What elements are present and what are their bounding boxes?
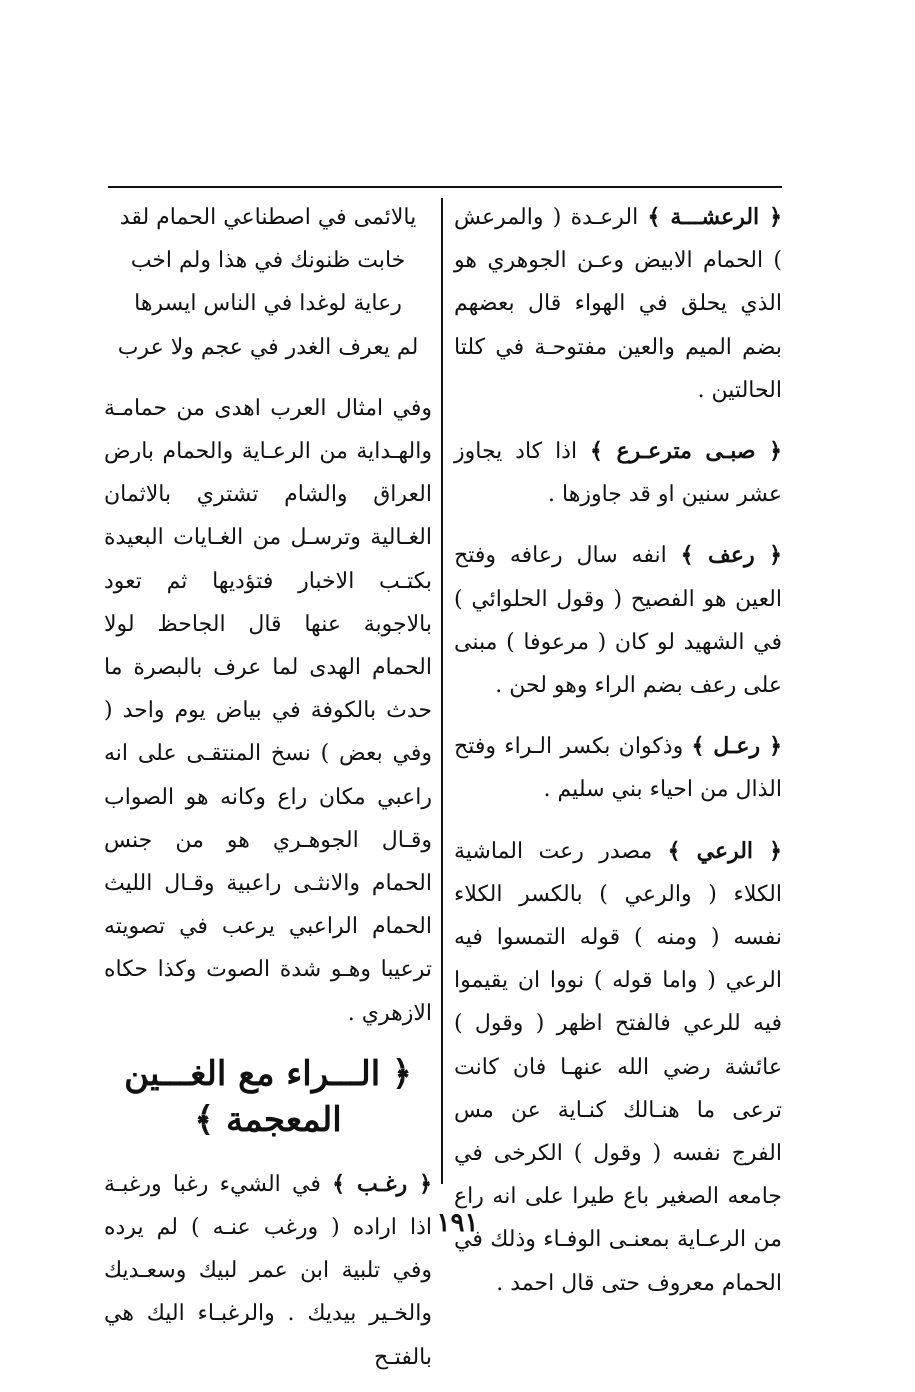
poem bbox=[104, 196, 432, 369]
dictionary-entry bbox=[454, 196, 782, 412]
column-divider bbox=[441, 198, 443, 1184]
poem-line: لم يعرف الغدر في عجم ولا عرب bbox=[117, 334, 419, 360]
entry-text: اذا كاد يجاوز عشر سنين او قد جاوزها . bbox=[454, 439, 782, 508]
entry-text: انفه سال رعافه وفتح العين هو الفصيح ( وقول الحلوائي ) في الشهيد لو كان ( مرعوفا ) مبنى على رعف بضم الراء وهو لحن . bbox=[454, 543, 782, 699]
entry-text: في الشيء رغبا ورغبـة اذا اراده ( ورغب عنـه ) لم يرده وفي تلبية ابن عمر لبيك وسعـديك والخـير بيديك . والرغبـاء اليك هي بالفتـح bbox=[104, 1171, 432, 1370]
poem-line: يالائمى في اصطناعي الحمام لقد bbox=[119, 205, 417, 230]
page-number: ١٩١ bbox=[436, 1208, 479, 1238]
section-heading: ﴿ الـــراء مع الغـــين المعجمة ﴾ bbox=[124, 1053, 412, 1140]
dictionary-entry bbox=[104, 1163, 432, 1379]
entry-text: وذكوان بكسر الـراء وفتح الذال من احياء بني سليم . bbox=[454, 734, 782, 803]
dictionary-entry bbox=[454, 534, 782, 707]
right-column bbox=[454, 196, 782, 1305]
dictionary-entry bbox=[454, 725, 782, 811]
top-rule bbox=[108, 186, 782, 188]
poem-line: خابت ظنونك في هذا ولم اخب bbox=[130, 248, 406, 274]
entry-headword: ﴿ رعف ﴾ bbox=[680, 542, 783, 569]
left-column bbox=[104, 196, 432, 1379]
entry-text: مصدر رعت الماشية الكلاء ( والرعي ) بالكسر الكلاء نفسه ( ومنه ) قوله التمسوا فيه الرعي ( واما قوله ) نووا ان يقيموا فيه للرعي فالفتح اظهر ( وقول ) عائشة رضي الله عنهـا فان كانت ترعى ما هنـالك كنـاية عن مس الفرج نفسه ( وقول ) الكرخى في جامعه الصغير باع طيرا على انه راع من الرعـاية بمعنـى الوفـاء وذلك في الحمام معروف حتى قال احمد . bbox=[454, 838, 782, 1296]
entry-headword: ﴿ رغـب ﴾ bbox=[332, 1170, 432, 1197]
entry-headword: ﴿ صبـى مترعـرع ﴾ bbox=[590, 438, 783, 465]
entry-headword: ﴿ الرعي ﴾ bbox=[667, 837, 782, 864]
paragraph: وفي امثال العرب اهدى من حمامـة والهـداية من الرعـاية والحمام بارض العراق والشام تشتري بالاثمان الغـالية وترسـل من الغـايات البعيدة بكتـب الاخبار فتؤديها ثم تعود بالاجوبة عنها قال الجاحظ لولا الحمام الهدى لما عرف بالبصرة ما حدث بالكوفة في بياض يوم واحد ( وفي بعض ) نسخ المنتقـى على انه راعبي مكان راع وكانه هو الصواب وقـال الجوهـري هو من جنس الحمام والانثـى راعبية وقـال الليث الحمام الراعبي يرعب في تصويته ترعيبا وهـو شدة الصوت وكذا حكاه الازهري . bbox=[104, 395, 432, 1026]
entry-text: الرعـدة ( والمرعش ) الحمام الابيض وعـن الجوهري هو الذي يحلق في الهواء قال بعضهم بضم الميم والعين مفتوحـة في كلتا الحالتين . bbox=[454, 205, 782, 403]
entry-headword: ﴿ الرعشـــة ﴾ bbox=[647, 204, 783, 230]
dictionary-entry bbox=[454, 430, 782, 516]
poem-line: رعاية لوغدا في الناس ايسرها bbox=[134, 291, 402, 317]
entry-headword: ﴿ رعـل ﴾ bbox=[691, 733, 782, 760]
